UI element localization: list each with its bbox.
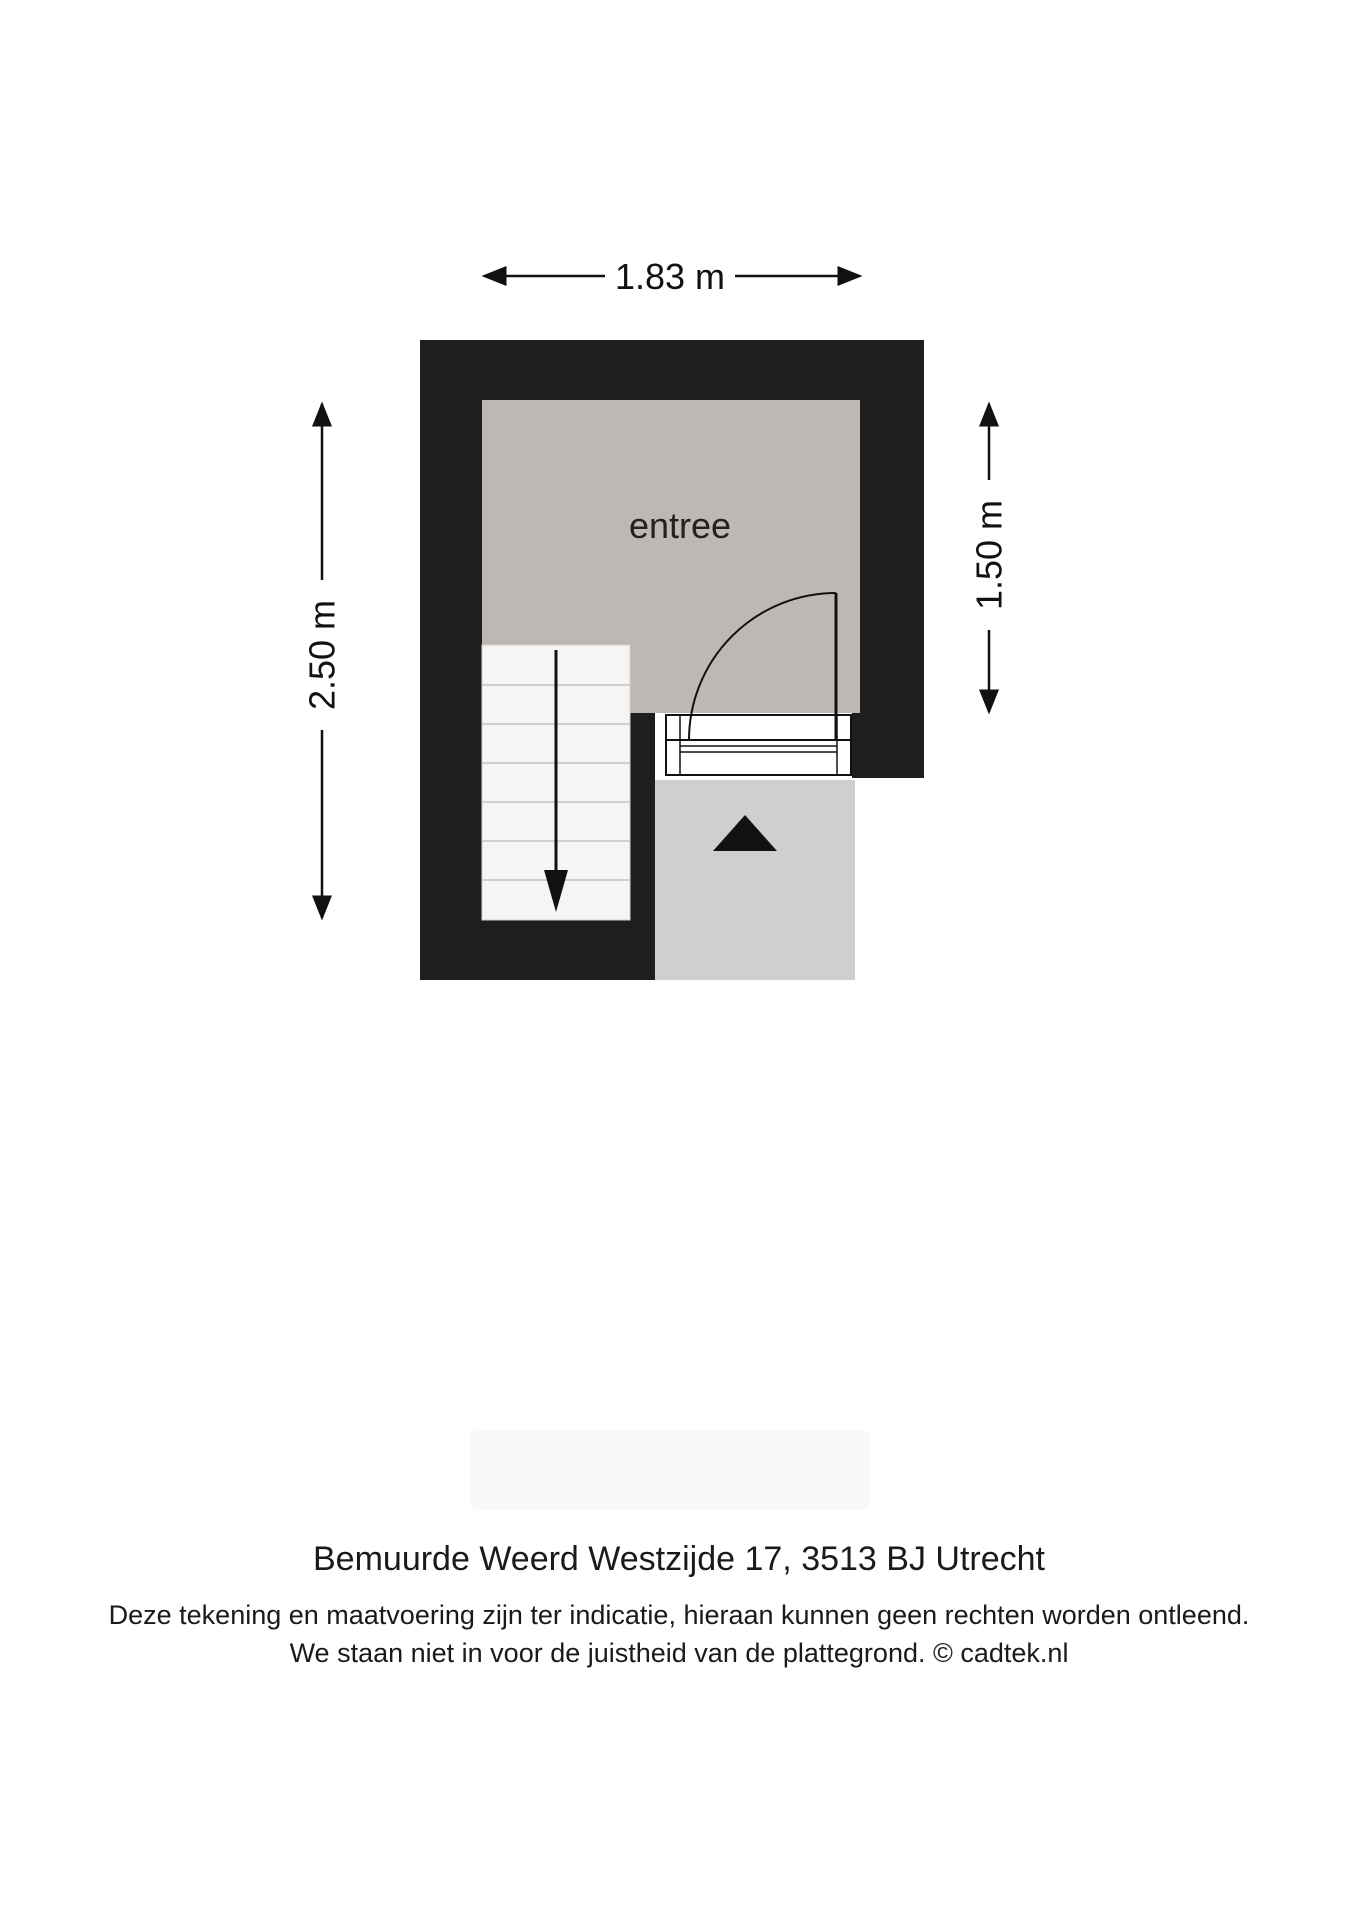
disclaimer-line-2: We staan niet in voor de juistheid van de plattegrond. © cadtek.nl [289,1638,1069,1668]
dimension-height-right [969,404,1010,712]
outside-area [655,780,855,980]
faded-watermark [470,1430,870,1510]
dimension-label-width: 1.83 m [614,256,726,297]
dimension-label-height-left: 2.50 m [301,599,343,711]
room-label: entree [628,505,732,546]
dimension-width-top [484,256,860,297]
dimension-height-left [302,404,343,918]
address-text: Bemuurde Weerd Westzijde 17, 3513 BJ Utrecht [313,1540,1045,1578]
disclaimer-line-1: Deze tekening en maatvoering zijn ter indicatie, hieraan kunnen geen rechten worden ontleend. [108,1600,1250,1630]
dimension-label-height-right: 1.50 m [968,499,1010,611]
